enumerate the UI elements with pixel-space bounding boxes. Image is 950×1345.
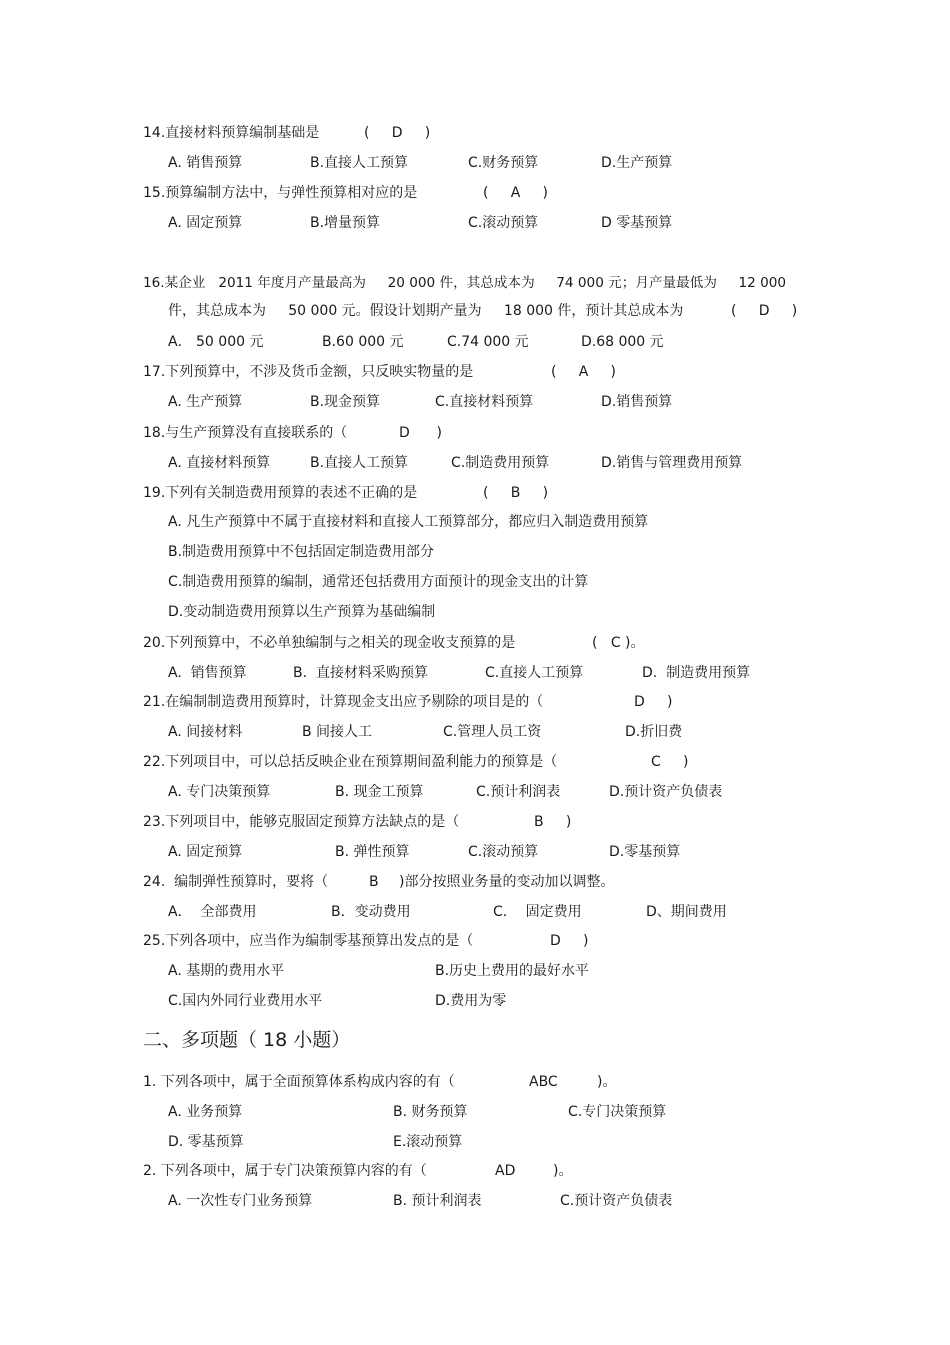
q21-answer: D ) [634,694,673,710]
m1-option-d: D. 零基预算 [168,1134,244,1150]
section-heading: 二、多项题（ 18 小题） [143,1029,351,1051]
m2-option-a: A. 一次性专门业务预算 [168,1193,313,1209]
q16-line-2: 件，其总成本为 50 000 元。假设计划期产量为 18 000 件，预计其总成本为 [168,303,684,319]
q22-option-c: C.预计利润表 [476,784,561,800]
q15-answer: ( A ) [483,185,549,201]
q20-option-b: B. 直接材料采购预算 [293,665,428,681]
q23-option-d: D.零基预算 [609,844,681,860]
q16-option-a: A． 50 000 元 [168,334,264,350]
q25-stem: 25.下列各项中，应当作为编制零基预算出发点的是（ [143,933,474,949]
q16-answer: ( D ) [731,303,798,319]
q22-option-a: A. 专门决策预算 [168,784,271,800]
m2-answer: AD [495,1163,516,1179]
q20-option-c: C.直接人工预算 [485,665,584,681]
q24-stem-tail: )部分按照业务量的变动加以调整。 [399,874,615,890]
q24-stem: 24. 编制弹性预算时，要将（ [143,874,329,890]
q19-option-b: B.制造费用预算中不包括固定制造费用部分 [168,544,435,560]
q16-line-1: 16.某企业 2011 年度月产量最高为 20 000 件，其总成本为 74 000 元；月产量最低为 12 000 [143,275,787,291]
q15-option-d: D 零基预算 [601,215,673,231]
q24-option-c: C． 固定费用 [493,904,582,920]
q19-stem: 19.下列有关制造费用预算的表述不正确的是 [143,485,418,501]
q15-option-b: B.增量预算 [310,215,381,231]
q18-answer: D ) [399,425,442,441]
q22-stem: 22.下列项目中，可以总括反映企业在预算期间盈利能力的预算是（ [143,754,558,770]
m2-stem: 2. 下列各项中，属于专门决策预算内容的有（ [143,1163,427,1179]
m2-stem-tail: )。 [553,1163,573,1179]
q18-option-c: C.制造费用预算 [451,455,550,471]
m1-answer: ABC [529,1074,558,1090]
q25-option-d: D.费用为零 [435,993,507,1009]
q18-option-a: A. 直接材料预算 [168,455,271,471]
q17-option-c: C.直接材料预算 [435,394,534,410]
q17-option-d: D.销售预算 [601,394,673,410]
q25-answer: D ) [550,933,589,949]
q19-option-d: D.变动制造费用预算以生产预算为基础编制 [168,604,436,620]
q23-option-c: C.滚动预算 [468,844,539,860]
q21-option-d: D.折旧费 [625,724,683,740]
q14-option-d: D.生产预算 [601,155,673,171]
q24-answer: B [369,874,379,890]
q22-answer: C ) [651,754,689,770]
q17-answer: ( A ) [551,364,617,380]
q14-stem: 14.直接材料预算编制基础是 [143,125,320,141]
q20-option-a: A. 销售预算 [168,665,247,681]
q23-answer: B ) [534,814,572,830]
q17-option-a: A. 生产预算 [168,394,243,410]
q20-answer: ( C )。 [592,635,645,651]
q16-option-d: D.68 000 元 [581,334,664,350]
q21-option-c: C.管理人员工资 [443,724,542,740]
q17-stem: 17.下列预算中，不涉及货币金额，只反映实物量的是 [143,364,474,380]
q18-stem: 18.与生产预算没有直接联系的（ [143,425,348,441]
q23-option-a: A. 固定预算 [168,844,243,860]
q18-option-d: D.销售与管理费用预算 [601,455,743,471]
q23-stem: 23.下列项目中，能够克服固定预算方法缺点的是（ [143,814,460,830]
q25-option-b: B.历史上费用的最好水平 [435,963,590,979]
q14-answer: ( D ) [364,125,431,141]
m1-option-e: E.滚动预算 [393,1134,463,1150]
q19-option-c: C.制造费用预算的编制，通常还包括费用方面预计的现金支出的计算 [168,574,589,590]
q14-option-a: A. 销售预算 [168,155,243,171]
q24-option-b: B．变动费用 [331,904,411,920]
m1-option-b: B. 财务预算 [393,1104,468,1120]
q21-option-a: A. 间接材料 [168,724,243,740]
m2-option-b: B. 预计利润表 [393,1193,482,1209]
q14-option-c: C.财务预算 [468,155,539,171]
q21-stem: 21.在编制制造费用预算时，计算现金支出应予剔除的项目是的（ [143,694,544,710]
q19-option-a: A. 凡生产预算中不属于直接材料和直接人工预算部分，都应归入制造费用预算 [168,514,649,530]
q24-option-d: D、期间费用 [646,904,727,920]
q18-option-b: B.直接人工预算 [310,455,409,471]
q20-stem: 20.下列预算中，不必单独编制与之相关的现金收支预算的是 [143,635,516,651]
q22-option-b: B. 现金工预算 [335,784,424,800]
q25-option-a: A. 基期的费用水平 [168,963,285,979]
q21-option-b: B 间接人工 [302,724,373,740]
q14-option-b: B.直接人工预算 [310,155,409,171]
q19-answer: ( B ) [483,485,549,501]
q25-option-c: C.国内外同行业费用水平 [168,993,323,1009]
q15-option-c: C.滚动预算 [468,215,539,231]
q24-option-a: A． 全部费用 [168,904,257,920]
q20-option-d: D. 制造费用预算 [642,665,751,681]
m1-stem-tail: )。 [597,1074,617,1090]
q23-option-b: B. 弹性预算 [335,844,410,860]
m1-option-c: C.专门决策预算 [568,1104,667,1120]
q16-option-c: C.74 000 元 [447,334,529,350]
m2-option-c: C.预计资产负债表 [560,1193,673,1209]
m1-stem: 1. 下列各项中，属于全面预算体系构成内容的有（ [143,1074,455,1090]
m1-option-a: A. 业务预算 [168,1104,243,1120]
q15-stem: 15.预算编制方法中，与弹性预算相对应的是 [143,185,418,201]
q15-option-a: A. 固定预算 [168,215,243,231]
q17-option-b: B.现金预算 [310,394,381,410]
q22-option-d: D.预计资产负债表 [609,784,723,800]
q16-option-b: B.60 000 元 [322,334,404,350]
